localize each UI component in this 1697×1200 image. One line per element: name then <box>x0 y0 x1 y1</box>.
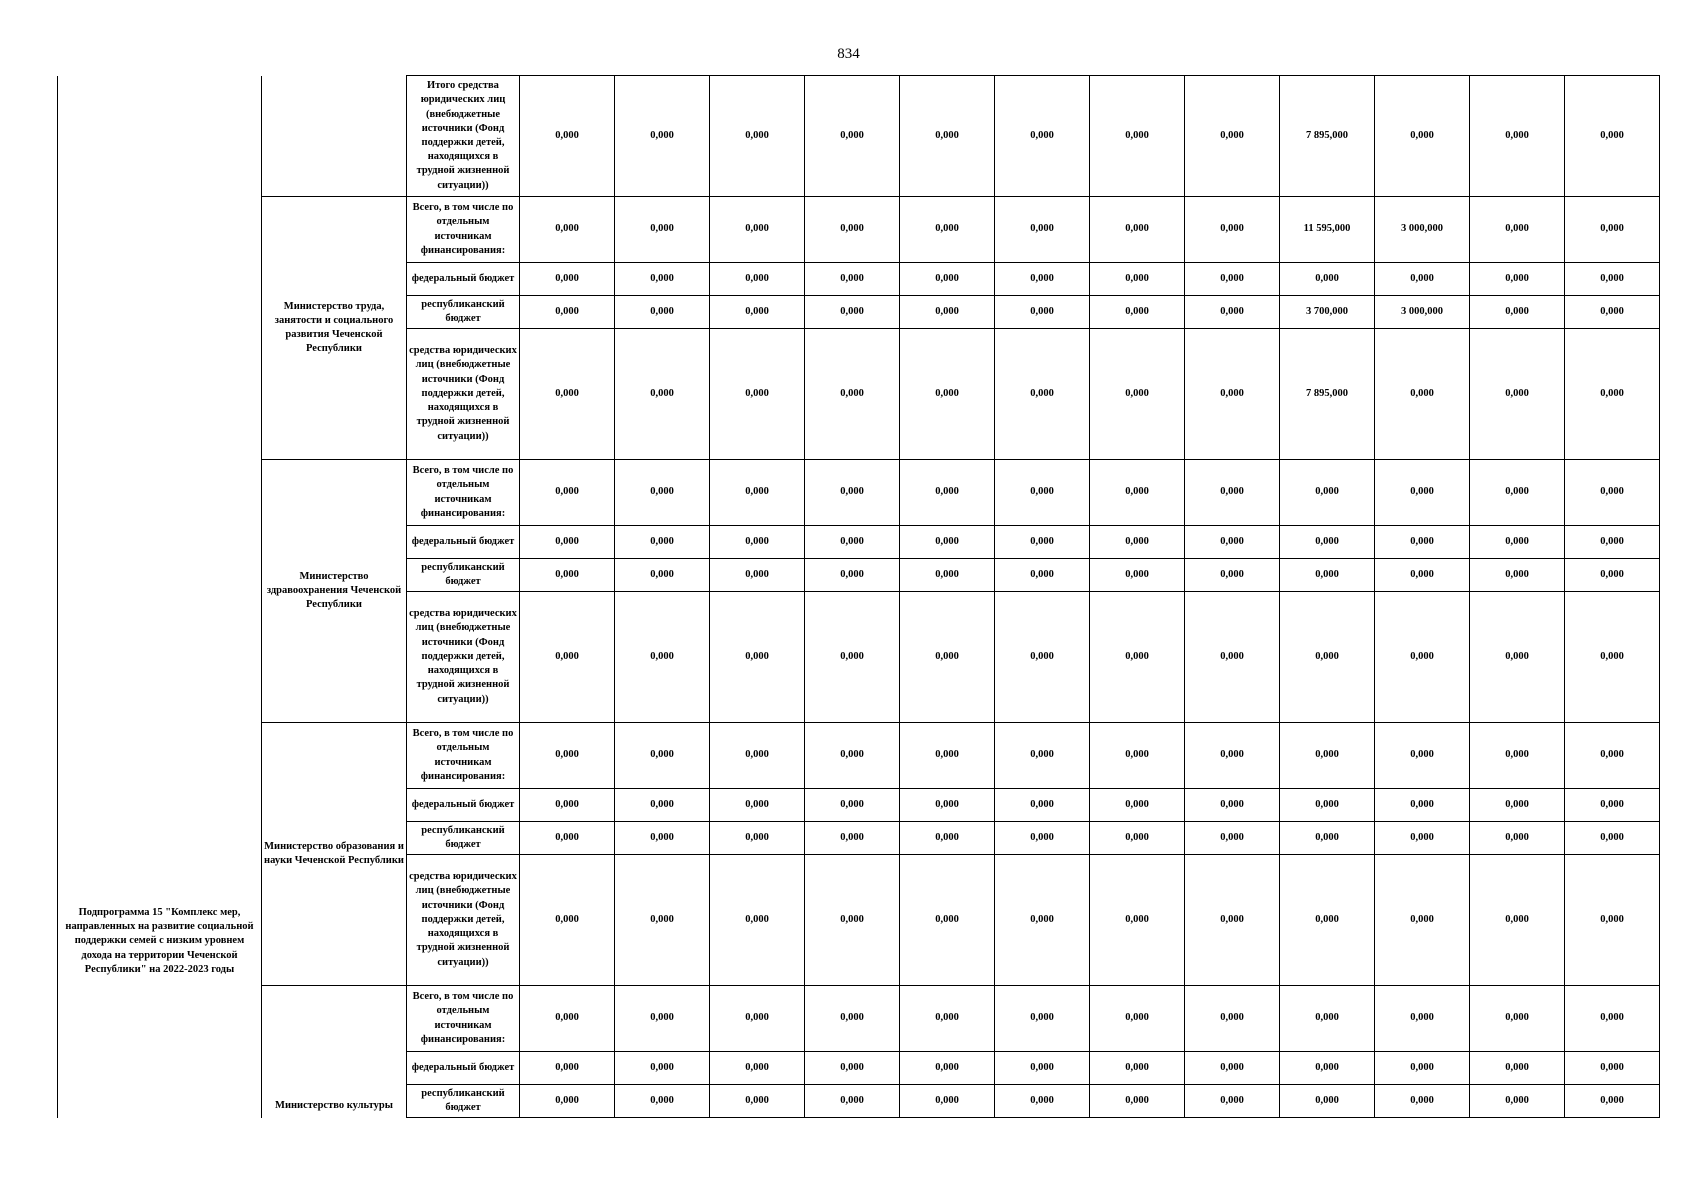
amount-cell: 0,000 <box>1375 822 1470 855</box>
funding-source: Всего, в том числе по отдельным источникам финансирования: <box>407 986 520 1052</box>
amount-cell: 0,000 <box>1185 1052 1280 1085</box>
amount-cell: 0,000 <box>805 526 900 559</box>
amount-cell: 0,000 <box>900 986 995 1052</box>
amount-cell: 0,000 <box>710 460 805 526</box>
amount-cell: 0,000 <box>1565 526 1660 559</box>
amount-cell: 0,000 <box>900 460 995 526</box>
amount-cell: 0,000 <box>1090 296 1185 329</box>
amount-cell: 0,000 <box>900 263 995 296</box>
amount-cell: 0,000 <box>995 76 1090 197</box>
amount-cell: 0,000 <box>1280 592 1375 723</box>
page-number: 834 <box>837 46 860 62</box>
amount-cell: 0,000 <box>900 329 995 460</box>
funding-source: Итого средства юридических лиц (внебюджетные источники (Фонд поддержки детей, находящихся в трудной жизненной ситуации)) <box>407 76 520 197</box>
amount-cell: 0,000 <box>805 723 900 789</box>
amount-cell: 0,000 <box>1090 986 1185 1052</box>
amount-cell: 3 000,000 <box>1375 197 1470 263</box>
table-body <box>58 76 1660 1118</box>
amount-cell: 0,000 <box>615 592 710 723</box>
amount-cell: 0,000 <box>995 526 1090 559</box>
amount-cell: 0,000 <box>1090 460 1185 526</box>
amount-cell: 0,000 <box>1375 263 1470 296</box>
amount-cell: 0,000 <box>805 460 900 526</box>
amount-cell: 0,000 <box>805 76 900 197</box>
amount-cell: 0,000 <box>520 1052 615 1085</box>
amount-cell: 0,000 <box>1185 789 1280 822</box>
amount-cell: 0,000 <box>995 296 1090 329</box>
amount-cell: 0,000 <box>995 329 1090 460</box>
amount-cell: 0,000 <box>1565 1085 1660 1118</box>
amount-cell: 0,000 <box>615 789 710 822</box>
amount-cell: 0,000 <box>1470 1052 1565 1085</box>
amount-cell: 0,000 <box>1280 526 1375 559</box>
amount-cell: 0,000 <box>1185 1085 1280 1118</box>
amount-cell: 0,000 <box>1375 789 1470 822</box>
amount-cell: 0,000 <box>520 197 615 263</box>
amount-cell: 0,000 <box>1470 296 1565 329</box>
amount-cell: 0,000 <box>615 1052 710 1085</box>
amount-cell: 0,000 <box>520 263 615 296</box>
amount-cell: 0,000 <box>615 855 710 986</box>
amount-cell: 0,000 <box>1185 559 1280 592</box>
amount-cell: 0,000 <box>710 263 805 296</box>
amount-cell: 0,000 <box>1470 526 1565 559</box>
amount-cell: 0,000 <box>1565 822 1660 855</box>
funding-source: средства юридических лиц (внебюджетные источники (Фонд поддержки детей, находящихся в трудной жизненной ситуации)) <box>407 329 520 460</box>
amount-cell: 0,000 <box>710 526 805 559</box>
amount-cell: 0,000 <box>1185 460 1280 526</box>
amount-cell: 0,000 <box>1565 986 1660 1052</box>
amount-cell: 0,000 <box>1565 263 1660 296</box>
amount-cell: 0,000 <box>900 197 995 263</box>
amount-cell: 0,000 <box>805 1052 900 1085</box>
funding-source: средства юридических лиц (внебюджетные источники (Фонд поддержки детей, находящихся в трудной жизненной ситуации)) <box>407 855 520 986</box>
amount-cell: 0,000 <box>1470 263 1565 296</box>
ministry-name: Министерство здравоохранения Чеченской Республики <box>262 460 407 723</box>
amount-cell: 0,000 <box>995 723 1090 789</box>
amount-cell: 0,000 <box>1185 723 1280 789</box>
amount-cell: 7 895,000 <box>1280 329 1375 460</box>
amount-cell: 0,000 <box>520 723 615 789</box>
amount-cell: 0,000 <box>1280 559 1375 592</box>
amount-cell: 0,000 <box>805 592 900 723</box>
amount-cell: 0,000 <box>615 197 710 263</box>
funding-source: республиканский бюджет <box>407 296 520 329</box>
amount-cell: 0,000 <box>995 460 1090 526</box>
amount-cell: 0,000 <box>1185 855 1280 986</box>
amount-cell: 7 895,000 <box>1280 76 1375 197</box>
amount-cell: 0,000 <box>710 559 805 592</box>
amount-cell: 0,000 <box>710 723 805 789</box>
amount-cell: 0,000 <box>995 1052 1090 1085</box>
amount-cell: 0,000 <box>710 296 805 329</box>
amount-cell: 0,000 <box>1280 1085 1375 1118</box>
amount-cell: 0,000 <box>520 559 615 592</box>
amount-cell: 0,000 <box>520 329 615 460</box>
amount-cell: 0,000 <box>900 76 995 197</box>
amount-cell: 0,000 <box>615 822 710 855</box>
amount-cell: 0,000 <box>1470 197 1565 263</box>
amount-cell: 0,000 <box>1375 460 1470 526</box>
amount-cell: 0,000 <box>900 723 995 789</box>
funding-source: федеральный бюджет <box>407 526 520 559</box>
amount-cell: 0,000 <box>1470 822 1565 855</box>
amount-cell: 0,000 <box>1280 263 1375 296</box>
amount-cell: 0,000 <box>1090 197 1185 263</box>
amount-cell: 0,000 <box>995 986 1090 1052</box>
table-row <box>58 76 1660 197</box>
funding-source: Всего, в том числе по отдельным источникам финансирования: <box>407 460 520 526</box>
amount-cell: 0,000 <box>1090 592 1185 723</box>
amount-cell: 0,000 <box>1280 723 1375 789</box>
ministry-name: Министерство образования и науки Чеченской Республики <box>262 723 407 986</box>
amount-cell: 0,000 <box>615 263 710 296</box>
amount-cell: 0,000 <box>995 789 1090 822</box>
amount-cell: 0,000 <box>1090 1085 1185 1118</box>
amount-cell: 0,000 <box>1375 855 1470 986</box>
amount-cell: 0,000 <box>520 789 615 822</box>
amount-cell: 0,000 <box>1565 559 1660 592</box>
amount-cell: 0,000 <box>710 197 805 263</box>
amount-cell: 0,000 <box>520 296 615 329</box>
amount-cell: 0,000 <box>615 296 710 329</box>
amount-cell: 0,000 <box>1565 789 1660 822</box>
amount-cell: 0,000 <box>1375 329 1470 460</box>
amount-cell: 0,000 <box>1470 329 1565 460</box>
amount-cell: 0,000 <box>900 296 995 329</box>
funding-source: федеральный бюджет <box>407 1052 520 1085</box>
amount-cell: 0,000 <box>615 526 710 559</box>
amount-cell: 0,000 <box>1280 460 1375 526</box>
amount-cell: 0,000 <box>1470 592 1565 723</box>
funding-source: Всего, в том числе по отдельным источникам финансирования: <box>407 197 520 263</box>
amount-cell: 0,000 <box>805 986 900 1052</box>
amount-cell: 0,000 <box>1375 592 1470 723</box>
amount-cell: 0,000 <box>1185 197 1280 263</box>
amount-cell: 0,000 <box>710 1085 805 1118</box>
amount-cell: 0,000 <box>1565 329 1660 460</box>
amount-cell: 0,000 <box>710 855 805 986</box>
amount-cell: 0,000 <box>1090 822 1185 855</box>
amount-cell: 0,000 <box>900 1052 995 1085</box>
ministry-name: Министерство труда, занятости и социального развития Чеченской Республики <box>262 197 407 460</box>
amount-cell: 0,000 <box>995 855 1090 986</box>
amount-cell: 0,000 <box>995 822 1090 855</box>
amount-cell: 0,000 <box>1565 76 1660 197</box>
budget-table <box>57 75 1660 1118</box>
amount-cell: 0,000 <box>1090 723 1185 789</box>
amount-cell: 0,000 <box>1185 986 1280 1052</box>
amount-cell: 0,000 <box>805 822 900 855</box>
amount-cell: 0,000 <box>1090 526 1185 559</box>
amount-cell: 0,000 <box>1470 789 1565 822</box>
amount-cell: 0,000 <box>1185 296 1280 329</box>
amount-cell: 11 595,000 <box>1280 197 1375 263</box>
amount-cell: 0,000 <box>805 559 900 592</box>
amount-cell: 0,000 <box>995 197 1090 263</box>
amount-cell: 0,000 <box>900 1085 995 1118</box>
amount-cell: 0,000 <box>805 329 900 460</box>
amount-cell: 0,000 <box>1375 986 1470 1052</box>
amount-cell: 0,000 <box>520 76 615 197</box>
amount-cell: 0,000 <box>1470 723 1565 789</box>
amount-cell: 0,000 <box>1375 526 1470 559</box>
amount-cell: 0,000 <box>1090 263 1185 296</box>
amount-cell: 3 000,000 <box>1375 296 1470 329</box>
amount-cell: 0,000 <box>615 986 710 1052</box>
amount-cell: 0,000 <box>1375 76 1470 197</box>
table-row <box>58 197 1660 263</box>
amount-cell: 0,000 <box>995 559 1090 592</box>
table-row <box>58 986 1660 1052</box>
ministry-name: Министерство культуры <box>262 986 407 1118</box>
amount-cell: 0,000 <box>805 296 900 329</box>
amount-cell: 0,000 <box>1565 855 1660 986</box>
amount-cell: 0,000 <box>520 526 615 559</box>
amount-cell: 0,000 <box>520 855 615 986</box>
amount-cell: 3 700,000 <box>1280 296 1375 329</box>
table-row <box>58 460 1660 526</box>
ministry-name <box>262 76 407 197</box>
amount-cell: 0,000 <box>520 822 615 855</box>
funding-source: республиканский бюджет <box>407 822 520 855</box>
amount-cell: 0,000 <box>1090 855 1185 986</box>
amount-cell: 0,000 <box>805 789 900 822</box>
amount-cell: 0,000 <box>900 822 995 855</box>
amount-cell: 0,000 <box>1565 592 1660 723</box>
amount-cell: 0,000 <box>1090 1052 1185 1085</box>
amount-cell: 0,000 <box>1185 329 1280 460</box>
amount-cell: 0,000 <box>900 789 995 822</box>
funding-source: Всего, в том числе по отдельным источникам финансирования: <box>407 723 520 789</box>
amount-cell: 0,000 <box>995 263 1090 296</box>
amount-cell: 0,000 <box>615 329 710 460</box>
amount-cell: 0,000 <box>1090 329 1185 460</box>
amount-cell: 0,000 <box>1470 855 1565 986</box>
amount-cell: 0,000 <box>1185 526 1280 559</box>
amount-cell: 0,000 <box>805 263 900 296</box>
amount-cell: 0,000 <box>615 723 710 789</box>
amount-cell: 0,000 <box>710 1052 805 1085</box>
amount-cell: 0,000 <box>1375 1085 1470 1118</box>
amount-cell: 0,000 <box>1565 723 1660 789</box>
amount-cell: 0,000 <box>1280 789 1375 822</box>
amount-cell: 0,000 <box>615 76 710 197</box>
amount-cell: 0,000 <box>1090 559 1185 592</box>
amount-cell: 0,000 <box>710 986 805 1052</box>
amount-cell: 0,000 <box>710 329 805 460</box>
table-row <box>58 723 1660 789</box>
amount-cell: 0,000 <box>1375 1052 1470 1085</box>
amount-cell: 0,000 <box>520 986 615 1052</box>
amount-cell: 0,000 <box>1470 76 1565 197</box>
amount-cell: 0,000 <box>1470 1085 1565 1118</box>
amount-cell: 0,000 <box>520 460 615 526</box>
amount-cell: 0,000 <box>1375 559 1470 592</box>
amount-cell: 0,000 <box>1565 1052 1660 1085</box>
amount-cell: 0,000 <box>995 592 1090 723</box>
program-label: Подпрограмма 15 "Комплекс мер, направленных на развитие социальной поддержки семей с низким уровнем дохода на территории Чеченской Республики" на 2022-2023 годы <box>58 76 262 1118</box>
amount-cell: 0,000 <box>1280 1052 1375 1085</box>
amount-cell: 0,000 <box>1280 986 1375 1052</box>
amount-cell: 0,000 <box>995 1085 1090 1118</box>
amount-cell: 0,000 <box>900 592 995 723</box>
amount-cell: 0,000 <box>1185 263 1280 296</box>
amount-cell: 0,000 <box>710 822 805 855</box>
amount-cell: 0,000 <box>805 197 900 263</box>
amount-cell: 0,000 <box>1185 76 1280 197</box>
amount-cell: 0,000 <box>520 592 615 723</box>
amount-cell: 0,000 <box>520 1085 615 1118</box>
amount-cell: 0,000 <box>900 526 995 559</box>
amount-cell: 0,000 <box>1090 789 1185 822</box>
amount-cell: 0,000 <box>900 855 995 986</box>
funding-source: федеральный бюджет <box>407 789 520 822</box>
funding-source: республиканский бюджет <box>407 1085 520 1118</box>
amount-cell: 0,000 <box>1470 460 1565 526</box>
amount-cell: 0,000 <box>1565 296 1660 329</box>
amount-cell: 0,000 <box>615 1085 710 1118</box>
amount-cell: 0,000 <box>1470 559 1565 592</box>
amount-cell: 0,000 <box>710 789 805 822</box>
amount-cell: 0,000 <box>710 592 805 723</box>
amount-cell: 0,000 <box>1090 76 1185 197</box>
amount-cell: 0,000 <box>1185 592 1280 723</box>
amount-cell: 0,000 <box>1470 986 1565 1052</box>
amount-cell: 0,000 <box>710 76 805 197</box>
amount-cell: 0,000 <box>1280 855 1375 986</box>
funding-source: средства юридических лиц (внебюджетные источники (Фонд поддержки детей, находящихся в трудной жизненной ситуации)) <box>407 592 520 723</box>
funding-source: республиканский бюджет <box>407 559 520 592</box>
amount-cell: 0,000 <box>1565 460 1660 526</box>
amount-cell: 0,000 <box>1375 723 1470 789</box>
amount-cell: 0,000 <box>900 559 995 592</box>
amount-cell: 0,000 <box>1185 822 1280 855</box>
amount-cell: 0,000 <box>1280 822 1375 855</box>
amount-cell: 0,000 <box>805 1085 900 1118</box>
funding-source: федеральный бюджет <box>407 263 520 296</box>
amount-cell: 0,000 <box>615 460 710 526</box>
amount-cell: 0,000 <box>805 855 900 986</box>
amount-cell: 0,000 <box>1565 197 1660 263</box>
amount-cell: 0,000 <box>615 559 710 592</box>
